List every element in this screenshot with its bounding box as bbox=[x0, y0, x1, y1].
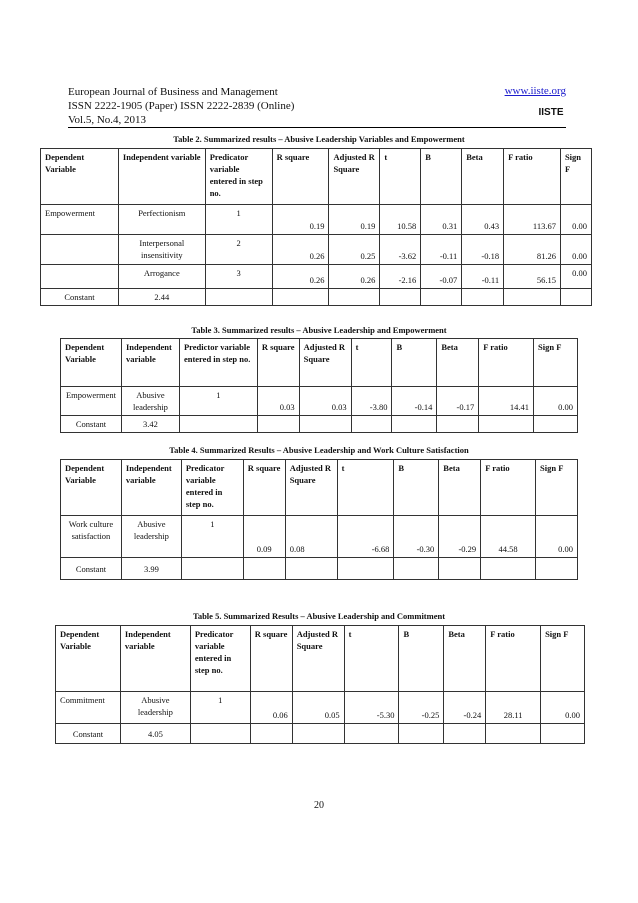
t4-h-dv: Dependent Variable bbox=[61, 460, 122, 516]
t2-h-t: t bbox=[380, 149, 421, 205]
table3-header-row bbox=[61, 339, 578, 387]
table4-header-row bbox=[61, 460, 578, 516]
t3-adj: 0.03 bbox=[299, 387, 351, 416]
t4-h-t: t bbox=[337, 460, 394, 516]
t3-h-f: F ratio bbox=[479, 339, 534, 387]
t2-r3-step: 3 bbox=[205, 265, 272, 289]
table5-caption: Table 5. Summarized Results – Abusive Leadership and Commitment bbox=[192, 611, 446, 621]
t2-h-f: F ratio bbox=[504, 149, 561, 205]
t3-h-rsq: R square bbox=[257, 339, 299, 387]
t4-dv: Work culture satisfaction bbox=[61, 516, 122, 558]
t3-b: -0.14 bbox=[392, 387, 437, 416]
t5-h-dv: Dependent Variable bbox=[56, 626, 121, 692]
t2-dv: Empowerment bbox=[41, 205, 119, 235]
t4-h-rsq: R square bbox=[243, 460, 285, 516]
t2-r1-t: 10.58 bbox=[380, 205, 421, 235]
table5 bbox=[55, 625, 585, 744]
t5-h-adj: Adjusted R Square bbox=[292, 626, 344, 692]
table3-caption: Table 3. Summarized results – Abusive Leadership and Empowerment bbox=[191, 325, 447, 335]
t2-r3-b: -0.07 bbox=[421, 265, 462, 289]
t2-r1-sig: 0.00 bbox=[560, 205, 591, 235]
t2-r3-rsq: 0.26 bbox=[272, 265, 329, 289]
t3-const-value: 3.42 bbox=[121, 416, 179, 433]
t4-h-b: B bbox=[394, 460, 439, 516]
table-row bbox=[41, 289, 592, 306]
t3-rsq: 0.03 bbox=[257, 387, 299, 416]
t3-f: 14.41 bbox=[479, 387, 534, 416]
t4-f: 44.58 bbox=[481, 516, 536, 558]
t5-h-f: F ratio bbox=[486, 626, 541, 692]
t4-rsq: 0.09 bbox=[243, 516, 285, 558]
t5-b: -0.25 bbox=[399, 692, 444, 724]
t3-const-label: Constant bbox=[61, 416, 122, 433]
t4-step: 1 bbox=[181, 516, 243, 558]
t3-step: 1 bbox=[179, 387, 257, 416]
t5-beta: -0.24 bbox=[444, 692, 486, 724]
t3-h-iv: Independent variable bbox=[121, 339, 179, 387]
t3-beta: -0.17 bbox=[437, 387, 479, 416]
t5-iv: Abusive leadership bbox=[120, 692, 190, 724]
t2-r1-rsq: 0.19 bbox=[272, 205, 329, 235]
t4-h-iv: Independent variable bbox=[121, 460, 181, 516]
t2-r2-step: 2 bbox=[205, 235, 272, 265]
t4-h-adj: Adjusted R Square bbox=[285, 460, 337, 516]
table-row bbox=[61, 387, 578, 416]
t2-r2-sig: 0.00 bbox=[560, 235, 591, 265]
journal-volume: Vol.5, No.4, 2013 bbox=[68, 114, 147, 126]
t2-r3-iv: Arrogance bbox=[118, 265, 205, 289]
table-row bbox=[56, 724, 585, 744]
t4-b: -0.30 bbox=[394, 516, 439, 558]
t4-h-f: F ratio bbox=[481, 460, 536, 516]
table-row bbox=[61, 558, 578, 580]
t3-h-sig: Sign F bbox=[534, 339, 578, 387]
table4-caption: Table 4. Summarized Results – Abusive Leadership and Work Culture Satisfaction bbox=[169, 445, 469, 455]
t2-h-rsq: R square bbox=[272, 149, 329, 205]
t4-t: -6.68 bbox=[337, 516, 394, 558]
t3-dv: Empowerment bbox=[61, 387, 122, 416]
t2-r3-sig: 0.00 bbox=[560, 265, 591, 289]
t5-h-beta: Beta bbox=[444, 626, 486, 692]
t4-h-beta: Beta bbox=[439, 460, 481, 516]
t2-h-dv: Dependent Variable bbox=[41, 149, 119, 205]
t2-h-iv: Independent variable bbox=[118, 149, 205, 205]
journal-url[interactable]: www.iiste.org bbox=[504, 85, 566, 97]
t2-r1-adj: 0.19 bbox=[329, 205, 380, 235]
t2-r1-b: 0.31 bbox=[421, 205, 462, 235]
table-row bbox=[41, 265, 592, 289]
t3-h-t: t bbox=[351, 339, 392, 387]
t4-const-label: Constant bbox=[61, 558, 122, 580]
t2-r2-adj: 0.25 bbox=[329, 235, 380, 265]
t3-h-dv: Dependent Variable bbox=[61, 339, 122, 387]
t4-iv: Abusive leadership bbox=[121, 516, 181, 558]
table-row bbox=[41, 205, 592, 235]
t5-const-value: 4.05 bbox=[120, 724, 190, 744]
t4-h-step: Predicator variable entered in step no. bbox=[181, 460, 243, 516]
journal-issn: ISSN 2222-1905 (Paper) ISSN 2222-2839 (Online) bbox=[68, 100, 295, 112]
t2-r2-rsq: 0.26 bbox=[272, 235, 329, 265]
t5-sig: 0.00 bbox=[541, 692, 585, 724]
t2-r3-t: -2.16 bbox=[380, 265, 421, 289]
t2-h-b: B bbox=[421, 149, 462, 205]
t2-r3-adj: 0.26 bbox=[329, 265, 380, 289]
t2-r1-beta: 0.43 bbox=[462, 205, 504, 235]
t4-const-value: 3.99 bbox=[121, 558, 181, 580]
t3-iv: Abusive leadership bbox=[121, 387, 179, 416]
table2-caption: Table 2. Summarized results – Abusive Leadership Variables and Empowerment bbox=[173, 134, 465, 144]
t2-h-sig: Sign F bbox=[560, 149, 591, 205]
logo-text: IISTE bbox=[538, 107, 564, 118]
t2-h-beta: Beta bbox=[462, 149, 504, 205]
table2 bbox=[40, 148, 592, 306]
t2-r3-f: 56.15 bbox=[504, 265, 561, 289]
t2-r2-b: -0.11 bbox=[421, 235, 462, 265]
table4 bbox=[60, 459, 578, 580]
t3-h-b: B bbox=[392, 339, 437, 387]
t5-h-sig: Sign F bbox=[541, 626, 585, 692]
t2-r3-beta: -0.11 bbox=[462, 265, 504, 289]
t5-h-iv: Independent variable bbox=[120, 626, 190, 692]
t4-h-sig: Sign F bbox=[536, 460, 578, 516]
table-row bbox=[41, 235, 592, 265]
t3-h-beta: Beta bbox=[437, 339, 479, 387]
header-rule bbox=[68, 127, 566, 128]
t2-r1-f: 113.67 bbox=[504, 205, 561, 235]
journal-title: European Journal of Business and Management bbox=[68, 86, 278, 98]
t3-h-step: Predictor variable entered in step no. bbox=[179, 339, 257, 387]
table-row bbox=[61, 516, 578, 558]
iiste-logo bbox=[536, 100, 566, 120]
t5-h-rsq: R square bbox=[250, 626, 292, 692]
t2-r1-step: 1 bbox=[205, 205, 272, 235]
t3-t: -3.80 bbox=[351, 387, 392, 416]
t5-h-b: B bbox=[399, 626, 444, 692]
table2-header-row bbox=[41, 149, 592, 205]
t5-h-step: Predicator variable entered in step no. bbox=[190, 626, 250, 692]
t2-r2-f: 81.26 bbox=[504, 235, 561, 265]
t2-h-adj: Adjusted R Square bbox=[329, 149, 380, 205]
journal-header bbox=[68, 85, 294, 127]
t2-r2-t: -3.62 bbox=[380, 235, 421, 265]
t5-t: -5.30 bbox=[344, 692, 399, 724]
t4-sig: 0.00 bbox=[536, 516, 578, 558]
t5-rsq: 0.06 bbox=[250, 692, 292, 724]
t5-h-t: t bbox=[344, 626, 399, 692]
t2-const-value: 2.44 bbox=[118, 289, 205, 306]
t2-r2-iv: Interpersonal insensitivity bbox=[118, 235, 205, 265]
t5-const-label: Constant bbox=[56, 724, 121, 744]
t5-step: 1 bbox=[190, 692, 250, 724]
t2-r1-iv: Perfectionism bbox=[118, 205, 205, 235]
t3-h-adj: Adjusted R Square bbox=[299, 339, 351, 387]
table-row bbox=[61, 416, 578, 433]
table-row bbox=[56, 692, 585, 724]
t2-h-step: Predicator variable entered in step no. bbox=[205, 149, 272, 205]
table3 bbox=[60, 338, 578, 433]
t4-beta: -0.29 bbox=[439, 516, 481, 558]
t2-r2-beta: -0.18 bbox=[462, 235, 504, 265]
table5-header-row bbox=[56, 626, 585, 692]
t5-adj: 0.05 bbox=[292, 692, 344, 724]
t5-f: 28.11 bbox=[486, 692, 541, 724]
page-number: 20 bbox=[314, 800, 324, 811]
t4-adj: 0.08 bbox=[285, 516, 337, 558]
t3-sig: 0.00 bbox=[534, 387, 578, 416]
t2-const-label: Constant bbox=[41, 289, 119, 306]
t5-dv: Commitment bbox=[56, 692, 121, 724]
